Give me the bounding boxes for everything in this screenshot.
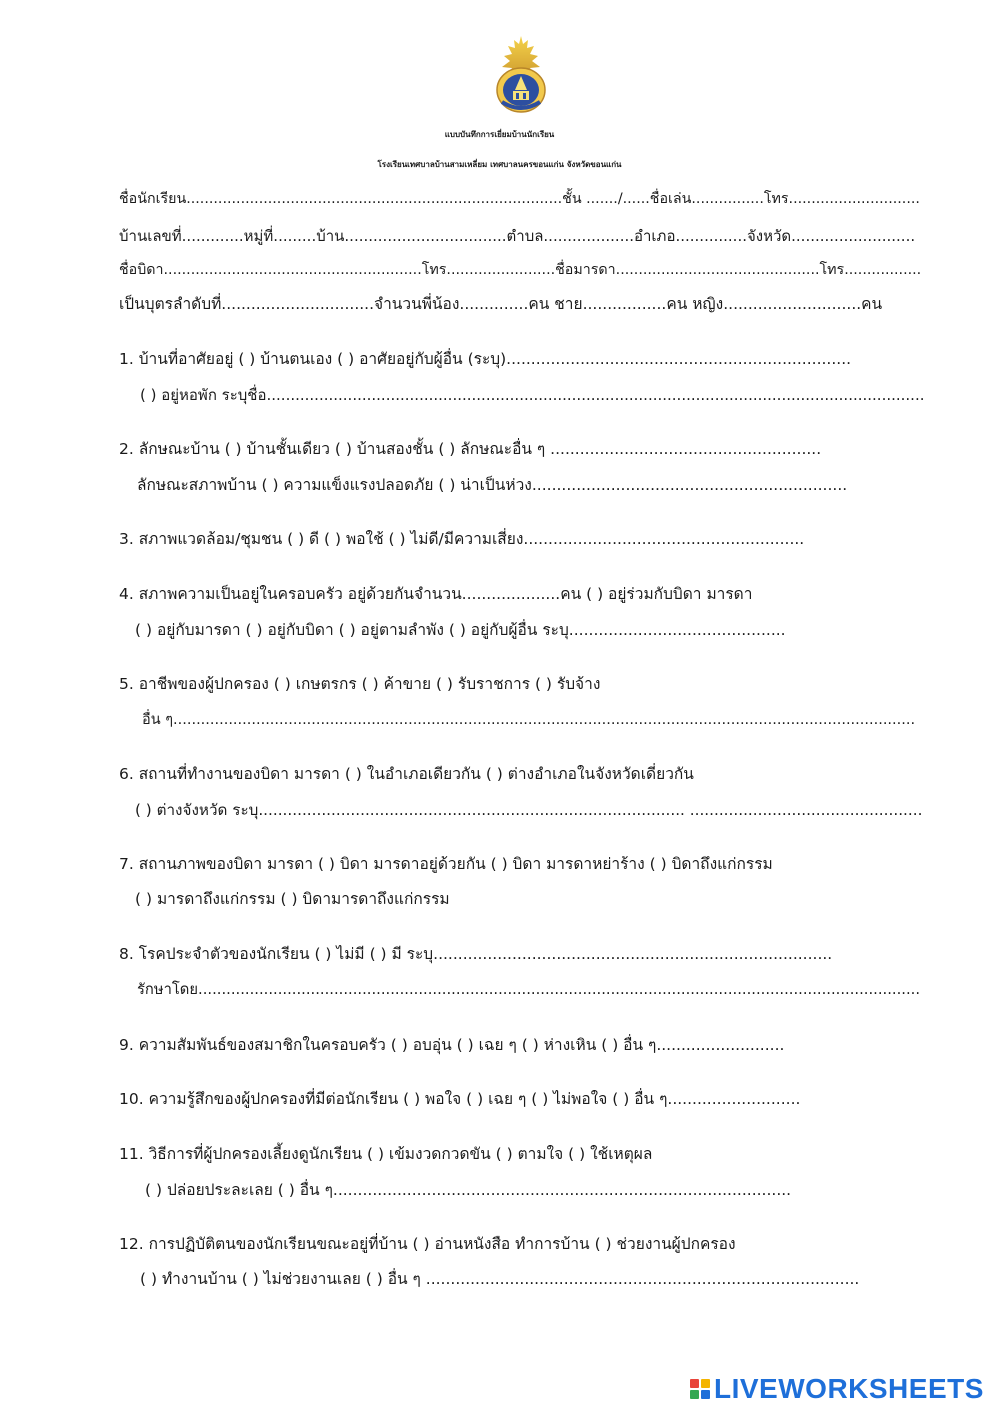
question-5-continued: อื่น ๆ................................................................................................................................................................. <box>142 712 916 728</box>
address-line: บ้านเลขที่.............หมู่ที่.........บ้าน..................................ตำบล...................อำเภอ...............จังหวัด.......................... <box>119 227 916 245</box>
question-1-continued: ( ) อยู่หอพัก ระบุชื่อ.......................................................................................................................................... <box>140 386 925 404</box>
question-6: 6. สถานที่ทำงานของบิดา มารดา ( ) ในอำเภอเดียวกัน ( ) ต่างอำเภอในจังหวัดเดี่ยวกัน <box>119 765 694 783</box>
liveworksheets-brand <box>690 1372 984 1406</box>
question-12-continued: ( ) ทำงานบ้าน ( ) ไม่ช่วยงานเลย ( ) อื่น ๆ ........................................................................................ <box>140 1270 860 1288</box>
question-7-continued: ( ) มารดาถึงแก่กรรม ( ) บิดามารดาถึงแก่กรรม <box>135 890 450 908</box>
question-8-continued: รักษาโดย.......................................................................................................................................................... <box>137 981 921 998</box>
question-4: 4. สภาพความเป็นอยู่ในครอบครัว อยู่ด้วยกันจำนวน....................คน ( ) อยู่ร่วมกับบิดา มารดา <box>119 585 753 603</box>
question-2: 2. ลักษณะบ้าน ( ) บ้านชั้นเดียว ( ) บ้านสองชั้น ( ) ลักษณะอื่น ๆ ....................................................... <box>119 440 822 458</box>
question-8: 8. โรคประจำตัวของนักเรียน ( ) ไม่มี ( ) มี ระบุ................................................................................. <box>119 945 833 963</box>
question-7: 7. สถานภาพของบิดา มารดา ( ) บิดา มารดาอยู่ด้วยกัน ( ) บิดา มารดาหย่าร้าง ( ) บิดาถึงแก่กรรม <box>119 855 773 873</box>
parents-line: ชื่อบิดา.........................................................โทร........................ชื่อมารดา.............................................โทร................. <box>119 262 922 278</box>
question-3: 3. สภาพแวดล้อม/ชุมชน ( ) ดี ( ) พอใช้ ( ) ไม่ดี/มีความเสี่ยง......................................................... <box>119 530 805 548</box>
student-name-line: ชื่อนักเรียน...................................................................................ชั้น ......./......ชื่อเล่น................โทร............................. <box>119 191 920 207</box>
form-title: แบบบันทึกการเยี่ยมบ้านนักเรียน <box>444 130 555 139</box>
question-10: 10. ความรู้สึกของผู้ปกครองที่มีต่อนักเรียน ( ) พอใจ ( ) เฉย ๆ ( ) ไม่พอใจ ( ) อื่น ๆ........................... <box>119 1090 801 1108</box>
question-11-continued: ( ) ปล่อยประละเลย ( ) อื่น ๆ............................................................................................. <box>145 1181 792 1199</box>
question-2-continued: ลักษณะสภาพบ้าน ( ) ความแข็งแรงปลอดภัย ( ) น่าเป็นห่วง................................................................ <box>137 476 848 494</box>
question-9: 9. ความสัมพันธ์ของสมาชิกในครอบครัว ( ) อบอุ่น ( ) เฉย ๆ ( ) ห่างเหิน ( ) อื่น ๆ.......................... <box>119 1036 785 1054</box>
question-12: 12. การปฏิบัติตนของนักเรียนขณะอยู่ที่บ้าน ( ) อ่านหนังสือ ทำการบ้าน ( ) ช่วยงานผู้ปกครอง <box>119 1235 736 1253</box>
school-name: โรงเรียนเทศบาลบ้านสามเหลี่ยม เทศบาลนครขอนแก่น จังหวัดขอนแก่น <box>377 160 622 169</box>
brand-text: LIVEWORKSHEETS <box>714 1373 984 1404</box>
question-1: 1. บ้านที่อาศัยอยู่ ( ) บ้านตนเอง ( ) อาศัยอยู่กับผู้อื่น (ระบุ)...................................................................... <box>119 350 852 368</box>
question-6-continued: ( ) ต่างจังหวัด ระบุ........................................................................................ ................................................ <box>135 801 923 819</box>
liveworksheets-logo-icon <box>690 1379 710 1399</box>
siblings-line: เป็นบุตรลำดับที่...............................จำนวนพี่น้อง..............คน ชาย.................คน หญิง............................คน <box>119 295 883 313</box>
question-5: 5. อาชีพของผู้ปกครอง ( ) เกษตรกร ( ) ค้าขาย ( ) รับราชการ ( ) รับจ้าง <box>119 675 601 693</box>
question-4-continued: ( ) อยู่กับมารดา ( ) อยู่กับบิดา ( ) อยู่ตามลำพัง ( ) อยู่กับผู้อื่น ระบุ............................................ <box>135 621 786 639</box>
question-11: 11. วิธีการที่ผู้ปกครองเลี้ยงดูนักเรียน ( ) เข้มงวดกวดขัน ( ) ตามใจ ( ) ใช้เหตุผล <box>119 1145 653 1163</box>
school-emblem-icon <box>492 34 550 116</box>
